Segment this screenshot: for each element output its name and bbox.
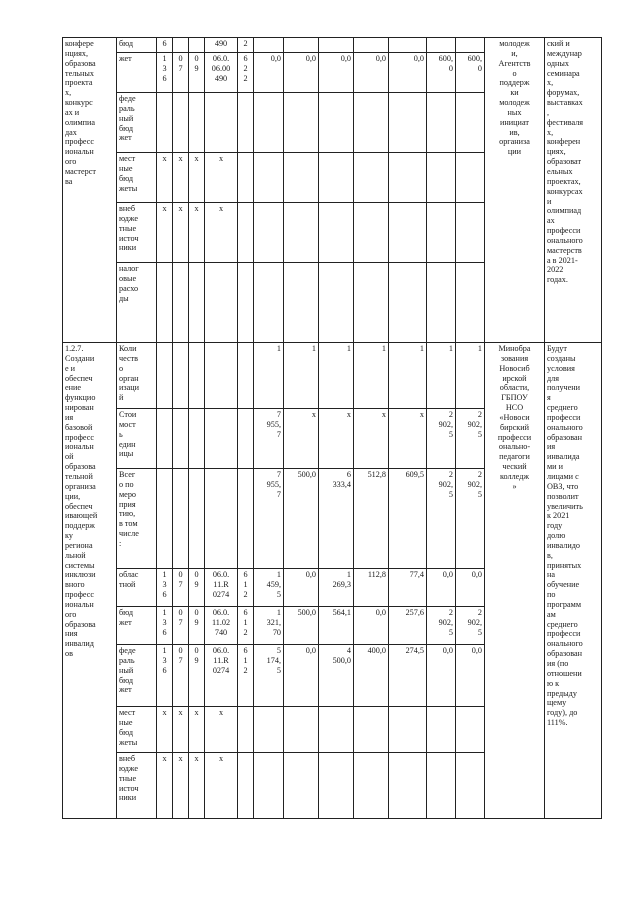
amount-cell: 2 902, 5 [427,469,456,569]
budget-code-cell: x [173,707,189,753]
budget-code-cell [238,753,254,819]
amount-cell [427,93,456,153]
amount-cell [319,707,354,753]
executor-cell: Минобра зования Новосиб ирской области, ГБПОУ НСО «Новоси бирский професси онально- педагоги ческий колледж » [485,343,545,819]
budget-code-cell: 6 1 2 [238,645,254,707]
amount-cell [389,153,427,203]
amount-cell [456,153,485,203]
budget-code-cell: x [205,707,238,753]
amount-cell [319,153,354,203]
amount-cell [389,38,427,53]
budget-code-cell: x [173,153,189,203]
budget-code-cell: 06.0. 11.R 0274 [205,645,238,707]
executor-cell: молодеж и, Агентств о поддерж ки молодеж ных инициат ив, организа ции [485,38,545,343]
amount-cell: 0,0 [427,645,456,707]
amount-cell [254,753,284,819]
budget-code-cell: 2 [238,38,254,53]
amount-cell [319,93,354,153]
budget-code-cell [189,38,205,53]
amount-cell [254,203,284,263]
amount-cell: 600, 0 [456,53,485,93]
funding-source-cell: внеб юдже тные источ ники [117,203,157,263]
budget-code-cell [173,469,189,569]
budget-code-cell: 1 3 6 [157,569,173,607]
budget-code-cell [205,469,238,569]
budget-code-cell: 06.0. 11.02 740 [205,607,238,645]
amount-cell: 1 [254,343,284,409]
amount-cell [284,153,319,203]
amount-cell: 2 902, 5 [456,409,485,469]
amount-cell: 512,8 [354,469,389,569]
budget-code-cell: 0 9 [189,645,205,707]
amount-cell: 1 [284,343,319,409]
amount-cell: 2 902, 5 [427,409,456,469]
amount-cell: 4 500,0 [319,645,354,707]
amount-cell [456,93,485,153]
budget-code-cell [189,263,205,343]
amount-cell [389,753,427,819]
amount-cell [389,93,427,153]
budget-code-cell [205,263,238,343]
budget-code-cell: x [173,203,189,263]
budget-code-cell [238,93,254,153]
amount-cell: 0,0 [456,645,485,707]
amount-cell: 0,0 [456,569,485,607]
amount-cell [354,707,389,753]
amount-cell [284,203,319,263]
amount-cell: 400,0 [354,645,389,707]
amount-cell: 0,0 [284,53,319,93]
budget-code-cell: x [189,707,205,753]
budget-code-cell: 6 1 2 [238,569,254,607]
budget-code-cell: 0 9 [189,607,205,645]
amount-cell [284,38,319,53]
budget-code-cell: 0 9 [189,569,205,607]
budget-code-cell: 1 3 6 [157,53,173,93]
amount-cell: 600, 0 [427,53,456,93]
amount-cell: 1 269,3 [319,569,354,607]
budget-code-cell: 06.0. 06.00 490 [205,53,238,93]
amount-cell [456,263,485,343]
amount-cell [427,753,456,819]
amount-cell: 5 174, 5 [254,645,284,707]
amount-cell: 0,0 [354,53,389,93]
amount-cell [284,263,319,343]
amount-cell: 1 321, 70 [254,607,284,645]
amount-cell: 1 [354,343,389,409]
amount-cell: 609,5 [389,469,427,569]
amount-cell [284,707,319,753]
amount-cell [354,153,389,203]
amount-cell [254,38,284,53]
amount-cell: 0,0 [319,53,354,93]
budget-code-cell [157,263,173,343]
budget-code-cell: x [173,753,189,819]
expected-result-cell: Будут созданы условия для получени я среднего професси онального образован ия инвалида ми и лицами с ОВЗ, что позволит увеличить к 2021 году долю инвалидо в, принятых на обучение по программ ам среднего професси онального образован ия (по отношени ю к предыду щему году), до 111%. [545,343,602,819]
amount-cell [389,203,427,263]
amount-cell [427,707,456,753]
amount-cell: 7 955, 7 [254,469,284,569]
funding-source-cell: феде раль ный бюд жет [117,645,157,707]
budget-code-cell [189,469,205,569]
budget-code-cell: x [157,753,173,819]
budget-code-cell [157,409,173,469]
amount-cell: x [389,409,427,469]
amount-cell [354,753,389,819]
amount-cell: 274,5 [389,645,427,707]
budget-code-cell: 0 7 [173,607,189,645]
budget-code-cell: 6 1 2 [238,607,254,645]
amount-cell: 1 [456,343,485,409]
amount-cell: 0,0 [254,53,284,93]
funding-source-cell: бюд [117,38,157,53]
amount-cell [456,38,485,53]
amount-cell [319,203,354,263]
budget-code-cell [173,409,189,469]
amount-cell: 257,6 [389,607,427,645]
funding-source-cell: бюд жет [117,607,157,645]
amount-cell: 77,4 [389,569,427,607]
amount-cell: x [284,409,319,469]
activity-name-cell: конфере нциях, образова тельных проекта х, конкурс ах и олимпиа дах професс иональн ого мастерст ва [63,38,117,343]
funding-source-cell: жет [117,53,157,93]
amount-cell [319,38,354,53]
budget-code-cell [173,263,189,343]
amount-cell: 500,0 [284,607,319,645]
amount-cell: 0,0 [427,569,456,607]
budget-code-cell: 0 7 [173,53,189,93]
amount-cell: 1 459, 5 [254,569,284,607]
expected-result-cell: ский и междунар одных семинара х, форумах, выставках , фестиваля х, конферен циях, образоват ельных проектах, конкурсах и олимпиад ах професси онального мастерств а в 2021- 2022 годах. [545,38,602,343]
funding-source-cell: Коли честв о орган изаци й [117,343,157,409]
budget-code-cell: x [189,753,205,819]
budget-code-cell: 6 2 2 [238,53,254,93]
table-body [63,38,602,819]
budget-code-cell: x [189,203,205,263]
amount-cell [456,753,485,819]
amount-cell [319,263,354,343]
budget-code-cell [238,343,254,409]
budget-code-cell: x [157,707,173,753]
budget-code-cell [238,203,254,263]
amount-cell [354,203,389,263]
budget-code-cell [173,38,189,53]
amount-cell [427,38,456,53]
budget-code-cell: 490 [205,38,238,53]
funding-source-cell: Всег о по меро прия тию, в том числе : [117,469,157,569]
budget-code-cell [189,409,205,469]
amount-cell: 1 [389,343,427,409]
amount-cell [427,153,456,203]
budget-code-cell: 6 [157,38,173,53]
budget-code-cell [205,93,238,153]
amount-cell [427,263,456,343]
amount-cell [284,753,319,819]
amount-cell: 0,0 [389,53,427,93]
funding-source-cell: мест ные бюд жеты [117,707,157,753]
budget-code-cell: 06.0. 11.R 0274 [205,569,238,607]
funding-source-cell: Стои мост ь един ицы [117,409,157,469]
amount-cell [354,93,389,153]
budget-code-cell [238,153,254,203]
budget-code-cell [157,343,173,409]
funding-source-cell: мест ные бюд жеты [117,153,157,203]
amount-cell: 7 955, 7 [254,409,284,469]
amount-cell: 2 902, 5 [427,607,456,645]
amount-cell: 2 902, 5 [456,469,485,569]
budget-code-cell [173,343,189,409]
amount-cell [254,707,284,753]
amount-cell: 1 [427,343,456,409]
amount-cell: 0,0 [284,645,319,707]
budget-code-cell: x [157,203,173,263]
budget-code-cell: 0 9 [189,53,205,93]
amount-cell: 0,0 [354,607,389,645]
budget-code-cell [157,469,173,569]
amount-cell: 2 902, 5 [456,607,485,645]
budget-code-cell [238,263,254,343]
budget-code-cell [189,93,205,153]
amount-cell [456,203,485,263]
budget-code-cell [205,409,238,469]
table-row [63,343,602,409]
funding-source-cell: облас тной [117,569,157,607]
amount-cell [254,153,284,203]
amount-cell: 112,8 [354,569,389,607]
activity-name-cell: 1.2.7. Создани е и обеспеч ение функцио нирован ия базовой професс иональн ой образова тельной организа ции, обеспеч ивающей поддерж ку региона льной системы инклюзи вного професс иональн ого образова ния инвалид ов [63,343,117,819]
budget-code-cell [189,343,205,409]
amount-cell [284,93,319,153]
amount-cell: x [319,409,354,469]
budget-code-cell [173,93,189,153]
amount-cell: 6 333,4 [319,469,354,569]
amount-cell [254,263,284,343]
funding-source-cell: налог овые расхо ды [117,263,157,343]
amount-cell: 1 [319,343,354,409]
budget-code-cell: 1 3 6 [157,607,173,645]
budget-code-cell [205,343,238,409]
amount-cell [427,203,456,263]
budget-code-cell: x [205,153,238,203]
amount-cell [354,263,389,343]
amount-cell: x [354,409,389,469]
budget-code-cell: 0 7 [173,569,189,607]
budget-code-cell: x [189,153,205,203]
budget-code-cell [238,409,254,469]
table-row [63,38,602,53]
budget-code-cell: 1 3 6 [157,645,173,707]
amount-cell [456,707,485,753]
budget-code-cell [238,707,254,753]
budget-code-cell: x [205,753,238,819]
amount-cell: 500,0 [284,469,319,569]
funding-source-cell: внеб юдже тные источ ники [117,753,157,819]
amount-cell: 564,1 [319,607,354,645]
amount-cell [254,93,284,153]
budget-code-cell: 0 7 [173,645,189,707]
budget-code-cell: x [157,153,173,203]
budget-code-cell [238,469,254,569]
budget-code-cell [157,93,173,153]
funding-source-cell: феде раль ный бюд жет [117,93,157,153]
amount-cell [389,707,427,753]
amount-cell [354,38,389,53]
amount-cell: 0,0 [284,569,319,607]
budget-code-cell: x [205,203,238,263]
program-activities-table [62,37,602,819]
amount-cell [319,753,354,819]
amount-cell [389,263,427,343]
